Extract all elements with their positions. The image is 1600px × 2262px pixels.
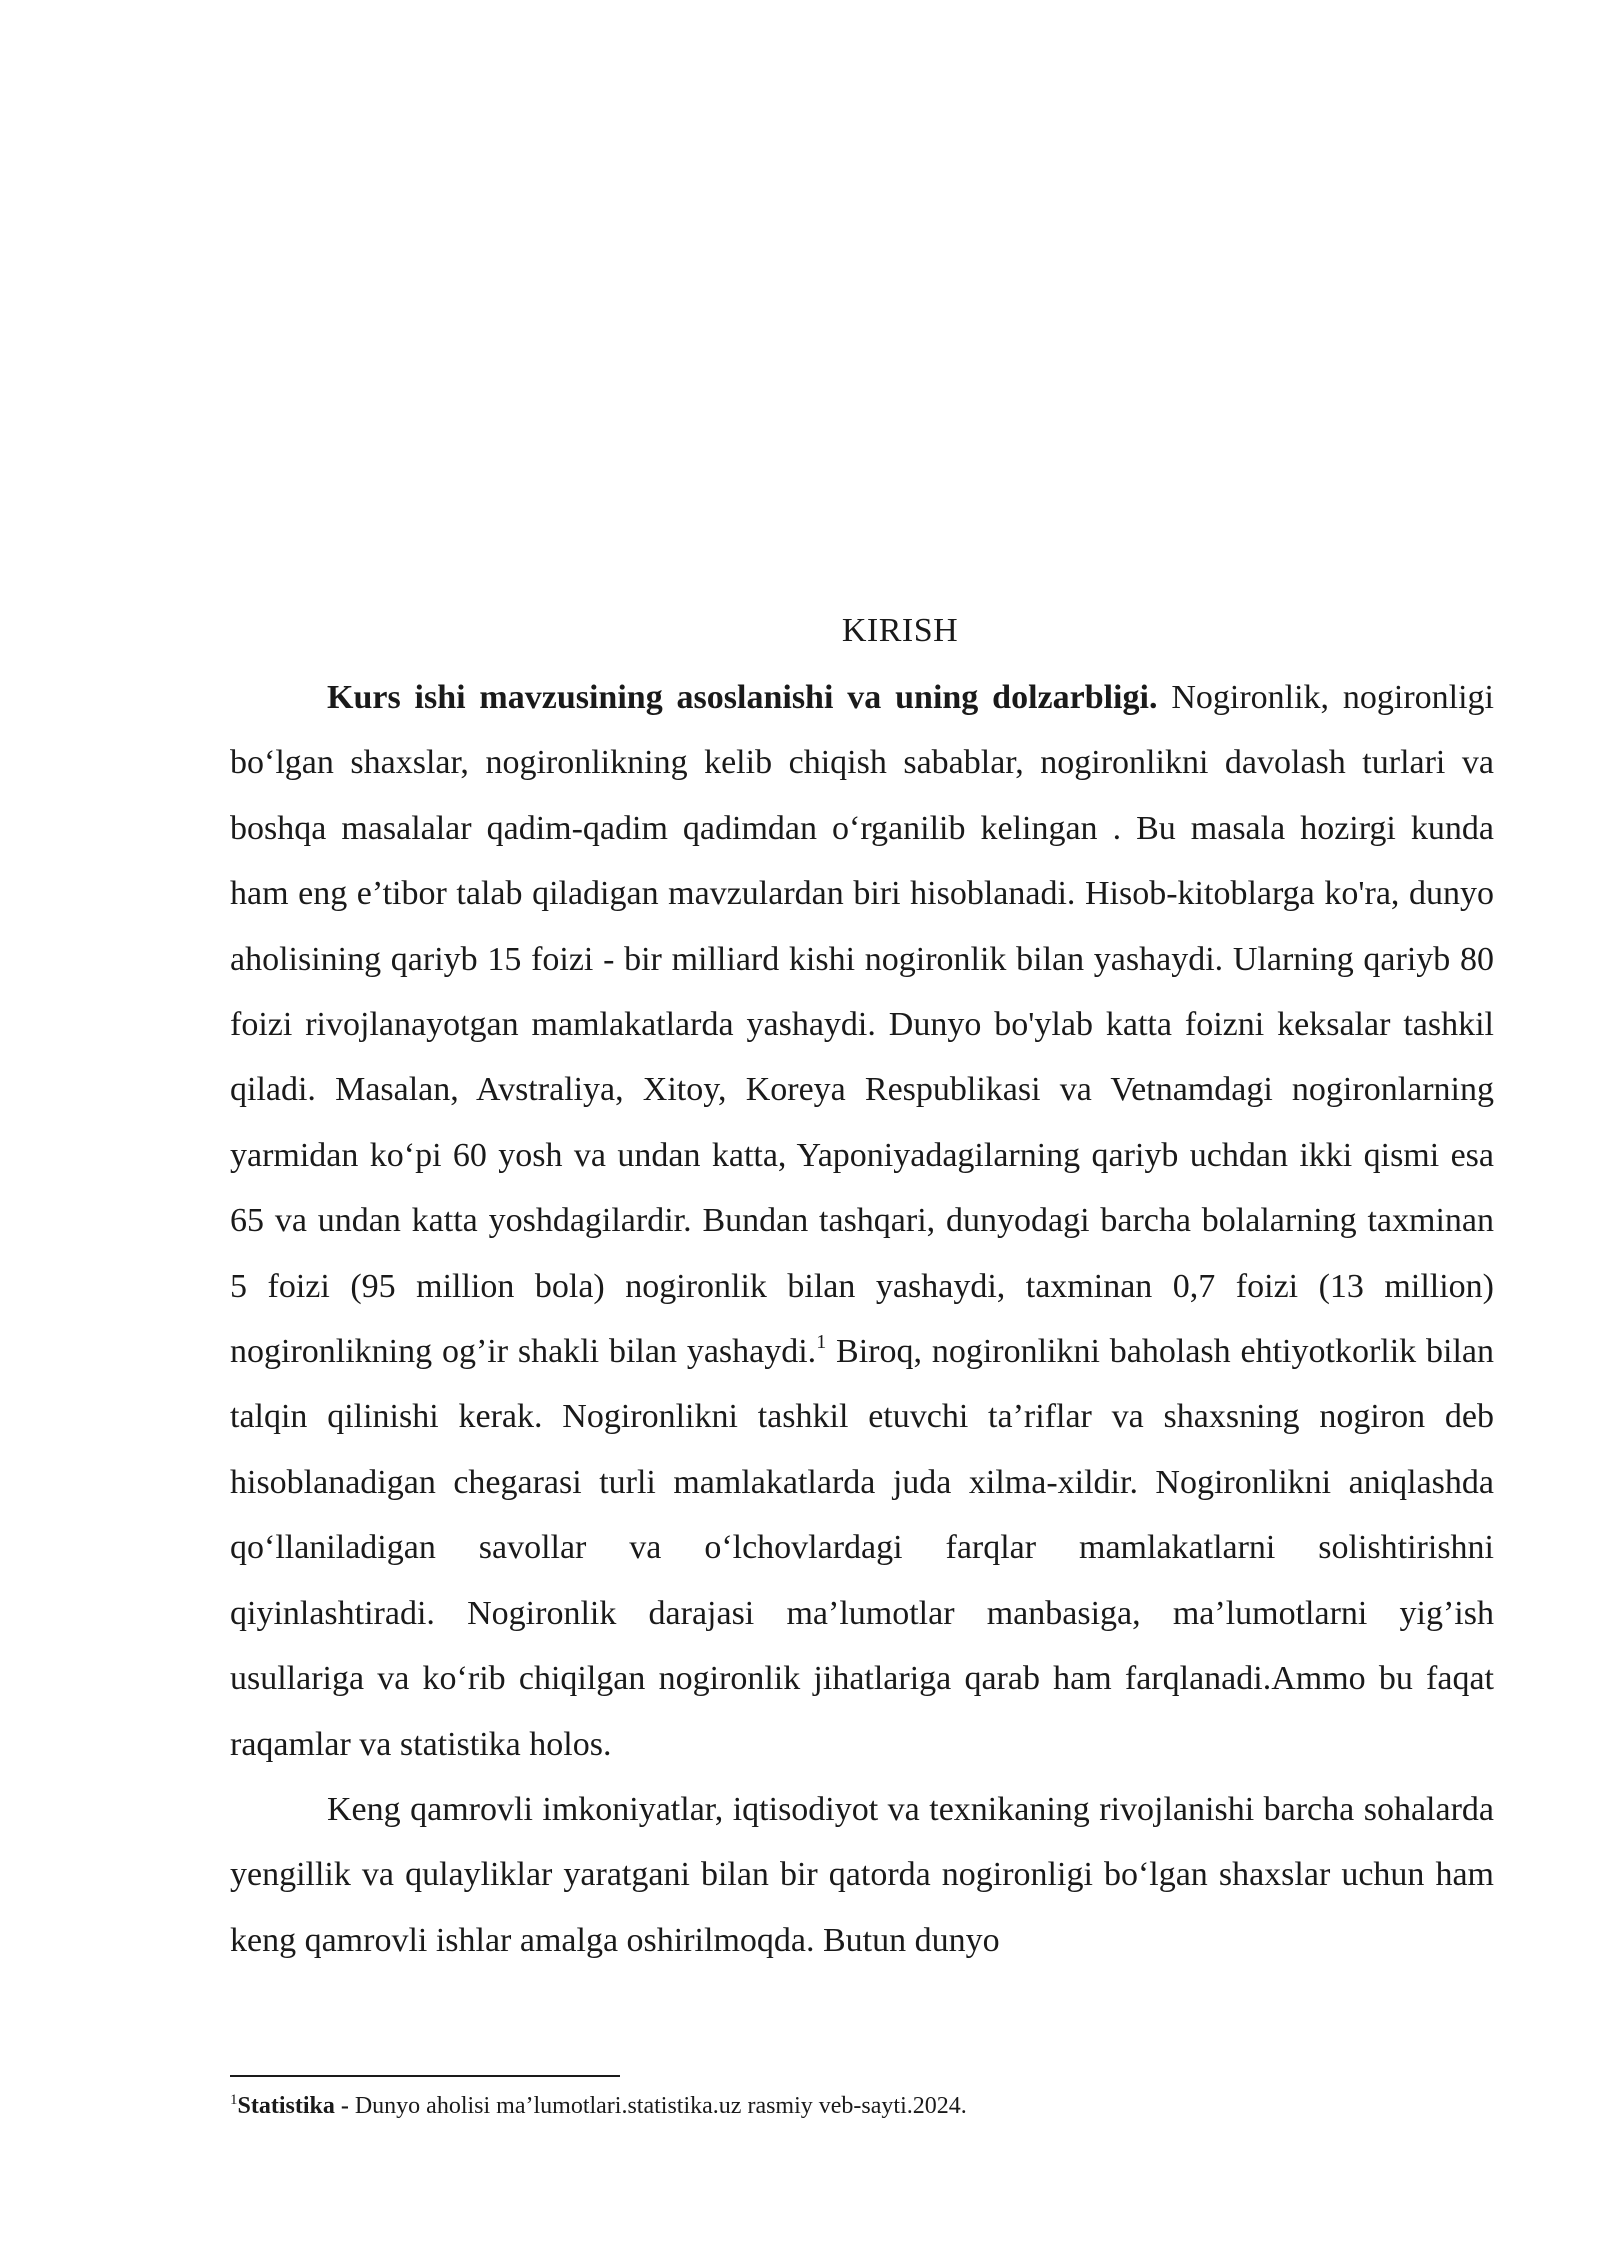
body-text [230, 665, 1494, 1973]
footnote-text: Dunyo aholisi ma’lumotlari.statistika.uz rasmiy veb-sayti.2024. [348, 2093, 967, 2119]
second-paragraph: Keng qamrovli imkoniyatlar, iqtisodiyot va texnikaning rivojlanishi barcha sohalarda yengillik va qulayliklar yaratgani bilan bir qatorda nogironligi bo‘lgan shaxslar uchun ham keng qamrovli ishlar amalga oshirilmoqda. Butun dunyo [230, 1790, 1494, 1959]
intro-paragraph [230, 665, 1494, 1777]
paragraph-lead-bold: Kurs ishi mavzusining asoslanishi va uning dolzarbligi. [327, 679, 1158, 716]
footnote-separator [230, 2075, 620, 2077]
section-heading: KIRISH [841, 612, 959, 649]
footnote-source: Statistika - [237, 2093, 349, 2119]
footnote-marker: 1 [230, 2092, 238, 2108]
paragraph-text-continued: Biroq, nogironlikni baholash ehtiyotkorlik bilan talqin qilinishi kerak. Nogironlikni tashkil etuvchi ta’riflar va shaxsning nogiron deb hisoblanadigan chegarasi turli mamlakatlarda juda xilma-xildir. Nogironlikni aniqlashda qo‘llaniladigan savollar va o‘lchovlardagi farqlar mamlakatlarni solishtirishni qiyinlashtiradi. Nogironlik darajasi ma’lumotlar manbasiga, ma’lumotlarni yig’ish usullariga va ko‘rib chiqilgan nogironlik jihatlariga qarab ham farqlanadi.Ammo bu faqat raqamlar va statistika holos. [230, 1333, 1494, 1763]
footnote-reference[interactable]: 1 [816, 1331, 827, 1354]
paragraph-text: Nogironlik, nogironligi bo‘lgan shaxslar, nogironlikning kelib chiqish sabablar, nogironlikni davolash turlari va boshqa masalalar qadim-qadim qadimdan o‘rganilib kelingan . Bu masala hozirgi kunda ham eng e’tibor talab qiladigan mavzulardan biri hisoblanadi. Hisob-kitoblarga ko'ra, dunyo aholisining qariyb 15 foizi - bir milliard kishi nogironlik bilan yashaydi. Ularning qariyb 80 foizi rivojlanayotgan mamlakatlarda yashaydi. Dunyo bo'ylab katta foizni keksalar tashkil qiladi. Masalan, Avstraliya, Xitoy, Koreya Respublikasi va Vetnamdagi nogironlarning yarmidan ko‘pi 60 yosh va undan katta, Yaponiyadagilarning qariyb uchdan ikki qismi esa 65 va undan katta yoshdagilardir. Bundan tashqari, dunyodagi barcha bolalarning taxminan 5 foizi (95 million bola) nogironlik bilan yashaydi, taxminan 0,7 foizi (13 million) nogironlikning og’ir shakli bilan yashaydi. [230, 679, 1494, 1371]
footnote [230, 2090, 1494, 2122]
